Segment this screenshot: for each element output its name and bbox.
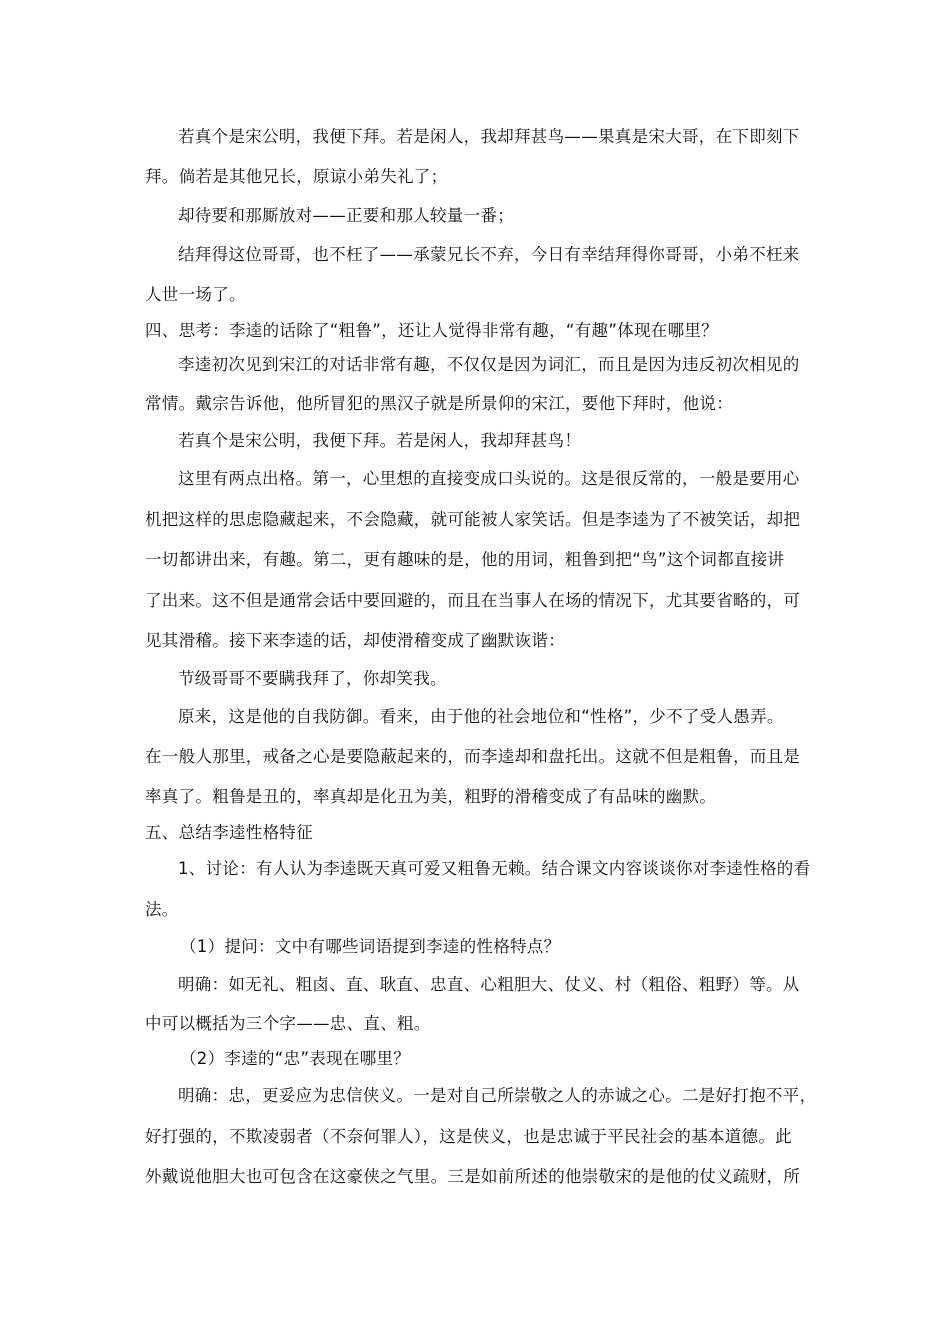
- paragraph-line: 见其滑稽。接下来李逵的话，却使滑稽变成了幽默诙谐：: [145, 631, 565, 650]
- paragraph-line: 率真了。粗鲁是丑的，率真却是化丑为美，粗野的滑稽变成了有品味的幽默。: [145, 787, 717, 806]
- paragraph-line: 外戴说他胆大也可包含在这豪侠之气里。三是如前所述的他崇敬宋的是他的仗义疏财，所: [145, 1167, 801, 1186]
- paragraph-line: 了出来。这不但是通常会话中要回避的，而且在当事人在场的情况下，尤其要省略的，可: [145, 591, 801, 610]
- section-heading: 五、总结李逵性格特征: [145, 823, 313, 842]
- paragraph-line: 明确：忠，更妥应为忠信侠义。一是对自己所崇敬之人的赤诚之心。二是好打抱不平，: [178, 1086, 817, 1105]
- paragraph-line: 若真个是宋公明，我便下拜。若是闲人，我却拜甚鸟——果真是宋大哥，在下即刻下: [178, 127, 800, 146]
- section-heading: 四、思考：李逵的话除了“粗鲁”，还让人觉得非常有趣，“有趣”体现在哪里？: [145, 321, 718, 340]
- question-line: （1）提问：文中有哪些词语提到李逵的性格特点？: [180, 937, 561, 956]
- paragraph-line: 在一般人那里，戒备之心是要隐蔽起来的，而李逵却和盘托出。这就不但是粗鲁，而且是: [145, 747, 801, 766]
- paragraph-line: 机把这样的思虑隐藏起来，不会隐藏，就可能被人家笑话。但是李逵为了不被笑话，却把: [145, 510, 801, 529]
- paragraph-line: 好打强的，不欺凌弱者（不奈何罪人），这是侠义，也是忠诚于平民社会的基本道德。此: [145, 1127, 792, 1146]
- paragraph-line: 结拜得这位哥哥，也不枉了——承蒙兄长不弃，今日有幸结拜得你哥哥，小弟不枉来: [178, 245, 800, 264]
- paragraph-line: 原来，这是他的自我防御。看来，由于他的社会地位和“性格”，少不了受人愚弄。: [178, 707, 784, 726]
- paragraph-line: 拜。倘若是其他兄长，原谅小弟失礼了；: [145, 167, 448, 186]
- paragraph-line: 法。: [145, 900, 179, 919]
- paragraph-line: 人世一场了。: [145, 285, 246, 304]
- paragraph-line: 明确：如无礼、粗卤、直、耿直、忠直、心粗胆大、仗义、村（粗俗、粗野）等。从: [178, 975, 800, 994]
- paragraph-line: 这里有两点出格。第一，心里想的直接变成口头说的。这是很反常的，一般是要用心: [178, 469, 800, 488]
- paragraph-line: 却待要和那厮放对——正要和那人较量一番；: [178, 206, 514, 225]
- quote-line: 若真个是宋公明，我便下拜。若是闲人，我却拜甚鸟！: [178, 431, 582, 450]
- paragraph-line: 中可以概括为三个字——忠、直、粗。: [145, 1014, 431, 1033]
- quote-line: 节级哥哥不要瞒我拜了，你却笑我。: [178, 669, 447, 688]
- paragraph-line: 一切都讲出来，有趣。第二，更有趣味的是，他的用词，粗鲁到把“鸟”这个词都直接讲: [145, 550, 785, 569]
- paragraph-line: 李逵初次见到宋江的对话非常有趣，不仅仅是因为词汇，而且是因为违反初次相见的: [178, 355, 800, 374]
- paragraph-line: 1、讨论：有人认为李逵既天真可爱又粗鲁无赖。结合课文内容谈谈你对李逵性格的看: [178, 859, 811, 878]
- paragraph-line: 常情。戴宗告诉他，他所冒犯的黑汉子就是所景仰的宋江，要他下拜时，他说：: [145, 394, 733, 413]
- question-line: （2）李逵的“忠”表现在哪里？: [180, 1049, 411, 1068]
